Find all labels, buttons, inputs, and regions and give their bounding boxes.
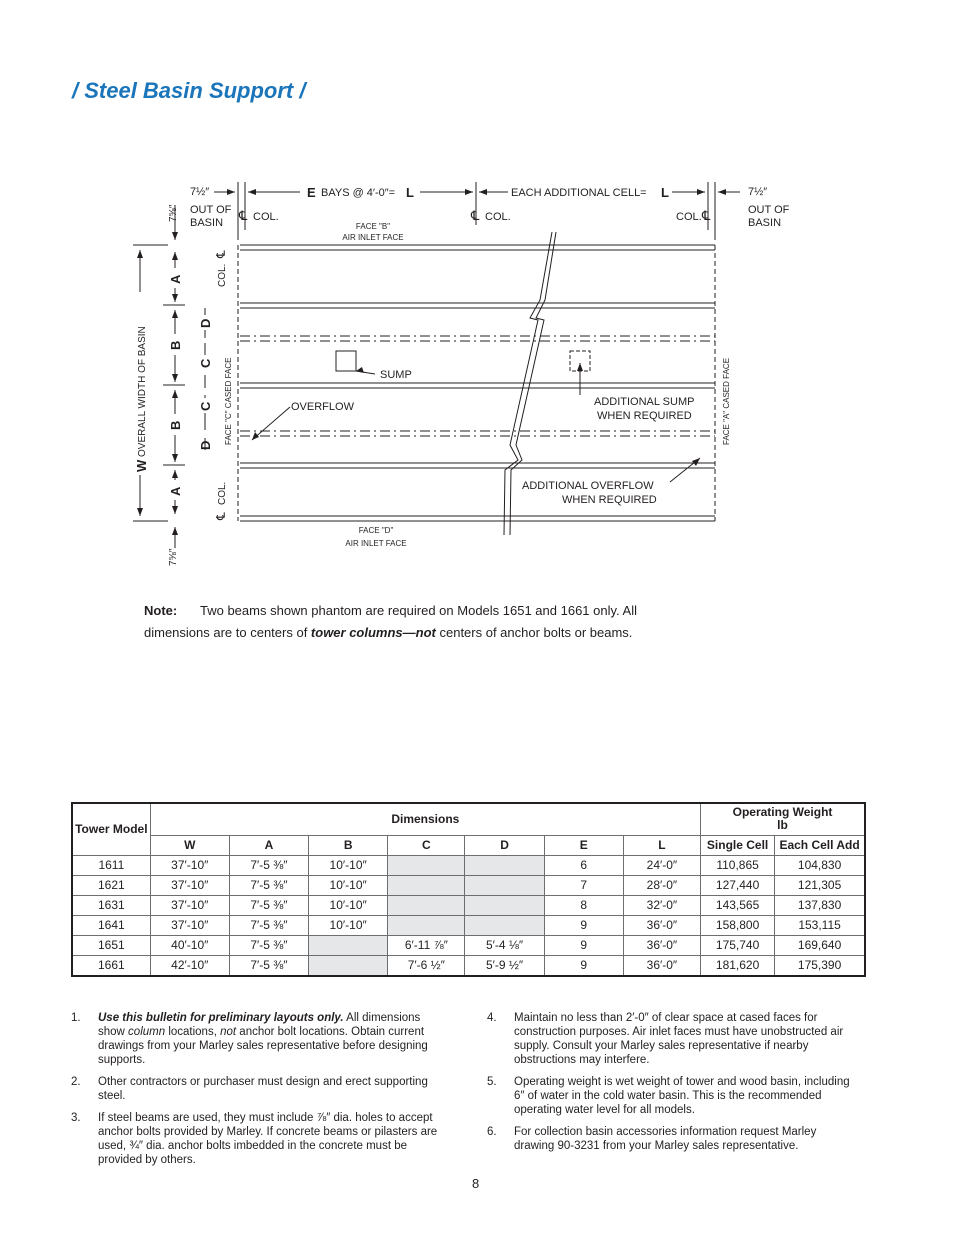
additional-sump-label-2: WHEN REQUIRED	[597, 410, 692, 422]
inner-letter-c-top: C	[198, 358, 213, 368]
notes-left-column	[71, 1011, 446, 1175]
side-dim-bottom: 7⅝″	[168, 548, 179, 566]
cell-e: 9	[544, 955, 623, 976]
cell-single-cell: 175,740	[701, 935, 775, 955]
segment-letter-b-bottom: B	[168, 420, 183, 430]
note-text-1: Two beams shown phantom are required on Models 1651 and 1661 only. All dimensions are to centers of	[144, 603, 637, 640]
cell-c	[388, 855, 465, 875]
cell-a: 7′-5 ⅜″	[229, 855, 308, 875]
table-row	[72, 915, 865, 935]
list-item	[487, 1011, 857, 1067]
face-d-label-2: AIR INLET FACE	[345, 539, 407, 548]
segment-letter-b-top: B	[168, 340, 183, 350]
notes-right-column	[487, 1011, 857, 1161]
cell-single-cell: 143,565	[701, 895, 775, 915]
out-of-basin-left-1: OUT OF	[190, 204, 232, 216]
cell-b: 10′-10″	[309, 915, 388, 935]
cell-b	[309, 935, 388, 955]
note-number: 1.	[71, 1012, 81, 1024]
cl-symbol: ℄	[214, 250, 228, 258]
note-text: locations,	[165, 1026, 221, 1038]
cell-a: 7′-5 ⅜″	[229, 935, 308, 955]
cell-l: 36′-0″	[623, 935, 700, 955]
out-of-basin-left-2: BASIN	[190, 217, 224, 229]
col-header-e: E	[544, 835, 623, 855]
col-label-left-bottom: COL.	[217, 481, 228, 505]
cell-e: 9	[544, 935, 623, 955]
table-row	[72, 895, 865, 915]
dim-left-out: 7½″	[190, 186, 210, 198]
note-text: Operating weight is wet weight of tower and wood basin, including 6″ of water in the cold water basin. This is the recommended operating water level for all models.	[514, 1076, 850, 1116]
col-label: COL.	[676, 211, 702, 223]
cell-w: 37′-10″	[150, 875, 229, 895]
cell-d	[465, 915, 544, 935]
face-b-label-1: FACE "B"	[355, 222, 391, 231]
cell-each-cell-add: 137,830	[775, 895, 865, 915]
cell-l: 36′-0″	[623, 915, 700, 935]
cell-a: 7′-5 ⅜″	[229, 915, 308, 935]
cell-single-cell: 110,865	[701, 855, 775, 875]
operating-weight-header	[701, 803, 866, 835]
bays-text: BAYS @ 4′-0″=	[321, 187, 396, 199]
additional-overflow-label-1: ADDITIONAL OVERFLOW	[522, 480, 654, 492]
list-item	[487, 1075, 857, 1117]
list-item	[71, 1011, 446, 1067]
col-header-single-cell: Single Cell	[701, 835, 775, 855]
cell-c	[388, 875, 465, 895]
face-d-label-1: FACE "D"	[358, 526, 394, 535]
cell-w: 37′-10″	[150, 895, 229, 915]
cell-e: 9	[544, 915, 623, 935]
cell-single-cell: 127,440	[701, 875, 775, 895]
cell-c: 7′-6 ½″	[388, 955, 465, 976]
note-text: Other contractors or purchaser must design and erect supporting steel.	[98, 1076, 428, 1102]
cl-symbol: ℄	[239, 208, 248, 223]
col-header-c: C	[388, 835, 465, 855]
col-header-b: B	[309, 835, 388, 855]
col-header-l: L	[623, 835, 700, 855]
cell-e: 6	[544, 855, 623, 875]
note-italic: not	[220, 1026, 237, 1038]
cell-each-cell-add: 175,390	[775, 955, 865, 976]
cell-d	[465, 895, 544, 915]
cell-c: 6′-11 ⅞″	[388, 935, 465, 955]
out-of-basin-right-1: OUT OF	[748, 204, 790, 216]
table-row	[72, 955, 865, 976]
each-additional-L: L	[661, 185, 669, 200]
cell-w: 37′-10″	[150, 915, 229, 935]
note-text: All dimensions show	[98, 1012, 421, 1038]
note-number: 6.	[487, 1126, 497, 1138]
cell-d	[465, 855, 544, 875]
cell-model: 1631	[72, 895, 150, 915]
cell-d: 5′-4 ⅛″	[465, 935, 544, 955]
cell-model: 1641	[72, 915, 150, 935]
each-additional-cell: EACH ADDITIONAL CELL=	[511, 187, 647, 199]
table-row	[72, 875, 865, 895]
note-emphasis: tower columns—not	[310, 625, 436, 640]
cell-l: 32′-0″	[623, 895, 700, 915]
note-number: 4.	[487, 1012, 497, 1024]
cell-a: 7′-5 ⅜″	[229, 875, 308, 895]
side-dim-top: 7⅝″	[168, 204, 179, 222]
cl-symbol: ℄	[214, 512, 228, 520]
cell-single-cell: 158,800	[701, 915, 775, 935]
inner-letter-d-top: D	[198, 318, 213, 328]
list-item	[487, 1125, 857, 1153]
cell-single-cell: 181,620	[701, 955, 775, 976]
bays-letter: E	[307, 185, 316, 200]
note-number: 3.	[71, 1112, 81, 1124]
face-a-label: FACE "A" CASED FACE	[722, 357, 731, 445]
cell-e: 8	[544, 895, 623, 915]
table-row	[72, 935, 865, 955]
note-text: anchor bolt locations. Obtain current drawings from your Marley sales representative before designing supports.	[98, 1026, 428, 1066]
cell-b: 10′-10″	[309, 875, 388, 895]
cell-each-cell-add: 153,115	[775, 915, 865, 935]
cell-model: 1651	[72, 935, 150, 955]
cell-b: 10′-10″	[309, 855, 388, 875]
cell-l: 24′-0″	[623, 855, 700, 875]
operating-weight-unit: lb	[777, 818, 788, 833]
dim-right-out: 7½″	[748, 186, 768, 198]
overflow-label: OVERFLOW	[291, 401, 354, 413]
segment-letter-a-top: A	[168, 274, 183, 284]
drawing-note	[144, 600, 704, 644]
col-label: COL.	[253, 211, 279, 223]
cell-each-cell-add: 121,305	[775, 875, 865, 895]
cell-l: 28′-0″	[623, 875, 700, 895]
cell-d: 5′-9 ½″	[465, 955, 544, 976]
segment-letter-a-bottom: A	[168, 486, 183, 496]
inner-letter-c-bottom: C	[198, 401, 213, 411]
cell-each-cell-add: 104,830	[775, 855, 865, 875]
col-label: COL.	[485, 211, 511, 223]
note-number: 5.	[487, 1076, 497, 1088]
page-title: / Steel Basin Support /	[72, 78, 306, 103]
cell-each-cell-add: 169,640	[775, 935, 865, 955]
cell-b	[309, 955, 388, 976]
note-italic: column	[128, 1026, 166, 1038]
dimensions-table	[71, 802, 866, 977]
bays-L: L	[406, 185, 414, 200]
basin-plan-diagram	[0, 0, 954, 590]
list-item	[71, 1075, 446, 1103]
additional-overflow-label-2: WHEN REQUIRED	[562, 494, 657, 506]
note-number: 2.	[71, 1076, 81, 1088]
col-header-w: W	[150, 835, 229, 855]
cell-c	[388, 895, 465, 915]
cell-a: 7′-5 ⅜″	[229, 955, 308, 976]
col-header-d: D	[465, 835, 544, 855]
page-number: 8	[472, 1176, 480, 1191]
face-c-label: FACE "C" CASED FACE	[224, 357, 233, 445]
face-b-label-2: AIR INLET FACE	[342, 233, 404, 242]
overall-width-text: OVERALL WIDTH OF BASIN	[137, 326, 148, 457]
dimensions-header: Dimensions	[150, 803, 700, 835]
note-label: Note:	[144, 603, 178, 618]
cell-c	[388, 915, 465, 935]
col-header-each-cell-add: Each Cell Add	[775, 835, 865, 855]
col-label-left-top: COL.	[217, 263, 228, 287]
cell-w: 37′-10″	[150, 855, 229, 875]
cell-model: 1621	[72, 875, 150, 895]
tower-model-header: Tower Model	[72, 803, 150, 855]
note-text: For collection basin accessories information request Marley drawing 90-3231 from your Marley sales representative.	[514, 1126, 817, 1152]
cell-e: 7	[544, 875, 623, 895]
note-text-2: centers of anchor bolts or beams.	[435, 625, 633, 640]
list-item	[71, 1111, 446, 1167]
cell-l: 36′-0″	[623, 955, 700, 976]
additional-sump-label-1: ADDITIONAL SUMP	[594, 396, 695, 408]
cell-b: 10′-10″	[309, 895, 388, 915]
cell-w: 40′-10″	[150, 935, 229, 955]
inner-letter-d-bottom: D	[198, 440, 213, 450]
cell-a: 7′-5 ⅜″	[229, 895, 308, 915]
cell-model: 1661	[72, 955, 150, 976]
note-emphasis: Use this bulletin for preliminary layouts only.	[98, 1012, 344, 1024]
cell-w: 42′-10″	[150, 955, 229, 976]
cell-d	[465, 875, 544, 895]
out-of-basin-right-2: BASIN	[748, 217, 782, 229]
note-text: Maintain no less than 2′-0″ of clear space at cased faces for construction purposes. Air inlet faces must have unobstructed air supply. Consult your Marley sales representative if nearby obstructions may interfere.	[514, 1012, 844, 1066]
cl-symbol: ℄	[702, 208, 711, 223]
sump-label: SUMP	[380, 369, 412, 381]
operating-weight-title: Operating Weight	[732, 805, 833, 820]
note-text: If steel beams are used, they must include ⅞″ dia. holes to accept anchor bolts provided by Marley. If concrete beams or pilasters are used, ¾″ dia. anchor bolts imbedded in the concrete must be provided by others.	[98, 1112, 438, 1166]
overall-width-letter: W	[134, 459, 149, 472]
cell-model: 1611	[72, 855, 150, 875]
col-header-a: A	[229, 835, 308, 855]
table-row	[72, 855, 865, 875]
cl-symbol: ℄	[471, 208, 480, 223]
